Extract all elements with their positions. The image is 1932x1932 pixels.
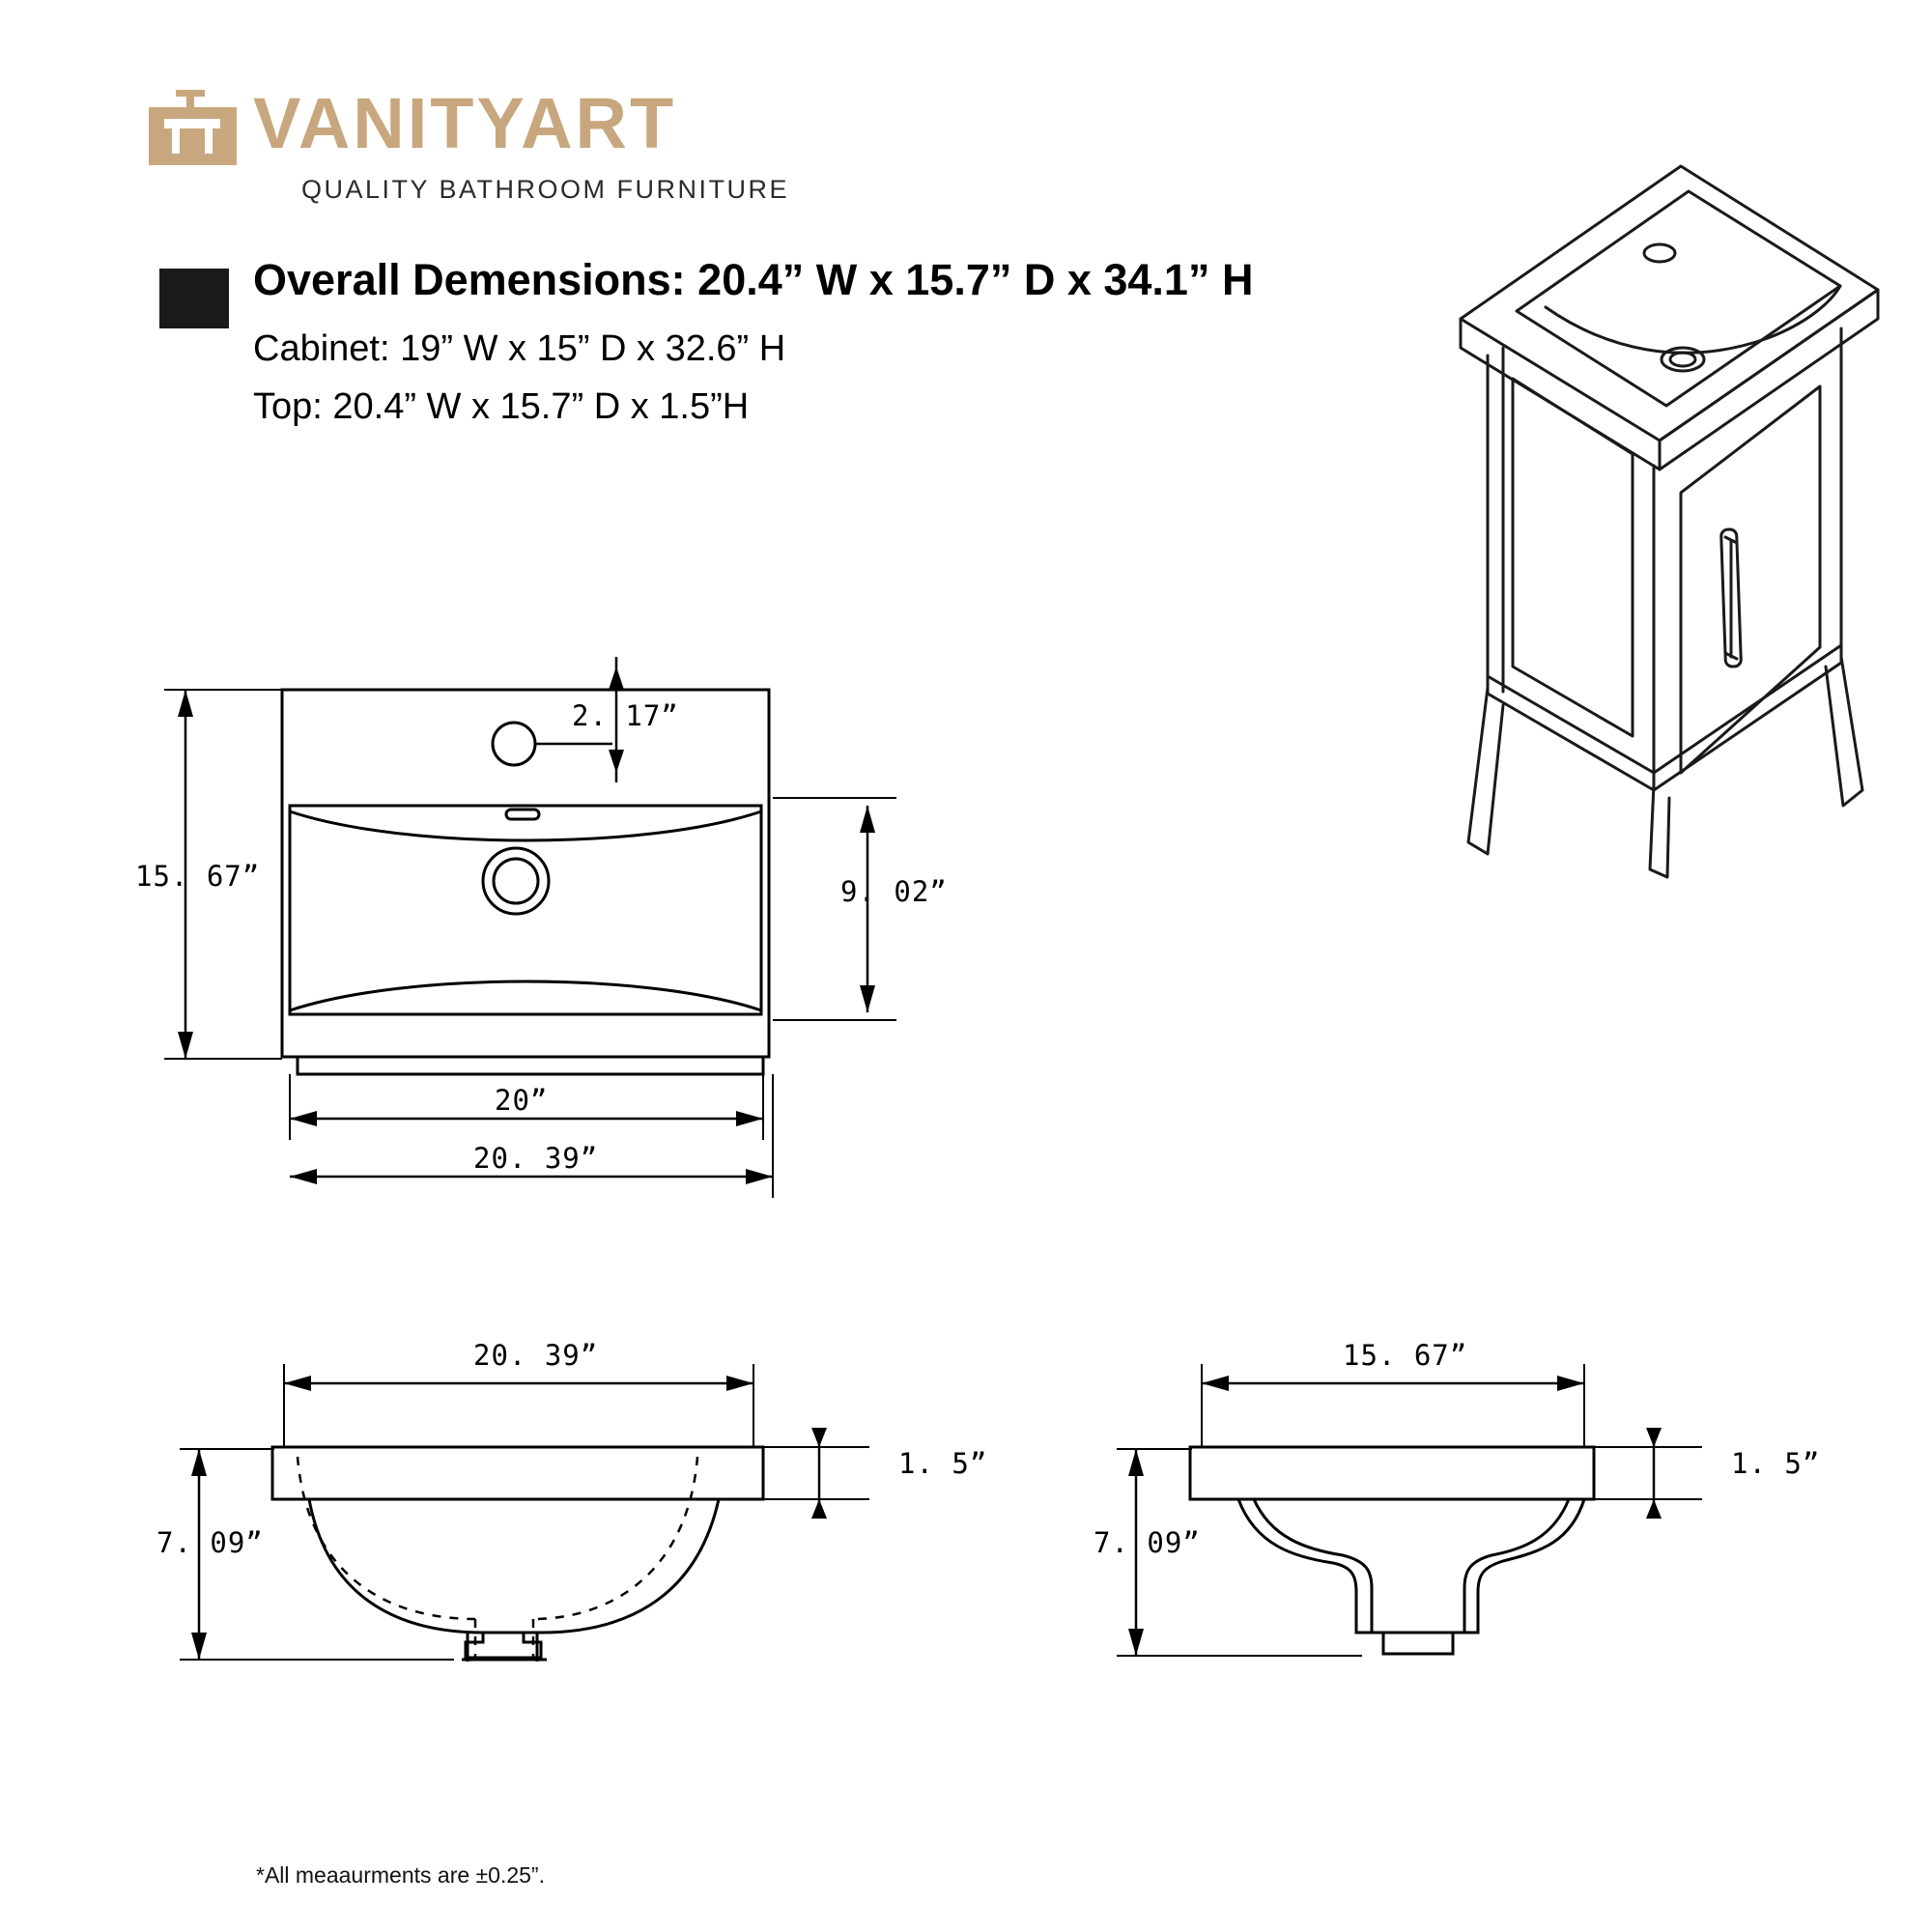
dim-cabinet-width: 20” — [495, 1084, 549, 1117]
dim-faucet-hole-offset: 2. 17” — [572, 699, 679, 732]
measurement-tolerance-note: *All meaaurments are ±0.25”. — [256, 1862, 545, 1888]
cabinet-dimensions-text: Cabinet: 19” W x 15” D x 32.6” H — [253, 328, 786, 369]
dim-side-deck-thickness: 1. 5” — [1731, 1447, 1821, 1480]
top-dimensions-text: Top: 20.4” W x 15.7” D x 1.5”H — [253, 386, 750, 427]
dim-front-width: 20. 39” — [473, 1339, 599, 1372]
brand-tagline: QUALITY BATHROOM FURNITURE — [301, 175, 790, 204]
dim-depth-overall: 15. 67” — [135, 860, 261, 893]
dim-front-deck-thickness: 1. 5” — [898, 1447, 988, 1480]
dim-side-height: 7. 09” — [1094, 1526, 1201, 1559]
finish-color-swatch — [159, 269, 229, 328]
vanity-sink-logo-icon — [147, 90, 239, 167]
brand-name: VANITYART — [253, 83, 677, 163]
brand-block — [147, 82, 920, 217]
dim-front-height: 7. 09” — [156, 1526, 264, 1559]
dim-top-width: 20. 39” — [473, 1142, 599, 1175]
dim-side-depth: 15. 67” — [1343, 1339, 1468, 1372]
overall-dimensions-text: Overall Demensions: 20.4” W x 15.7” D x 34.1” H — [253, 255, 1254, 304]
dim-basin-depth: 9. 02” — [840, 875, 948, 908]
